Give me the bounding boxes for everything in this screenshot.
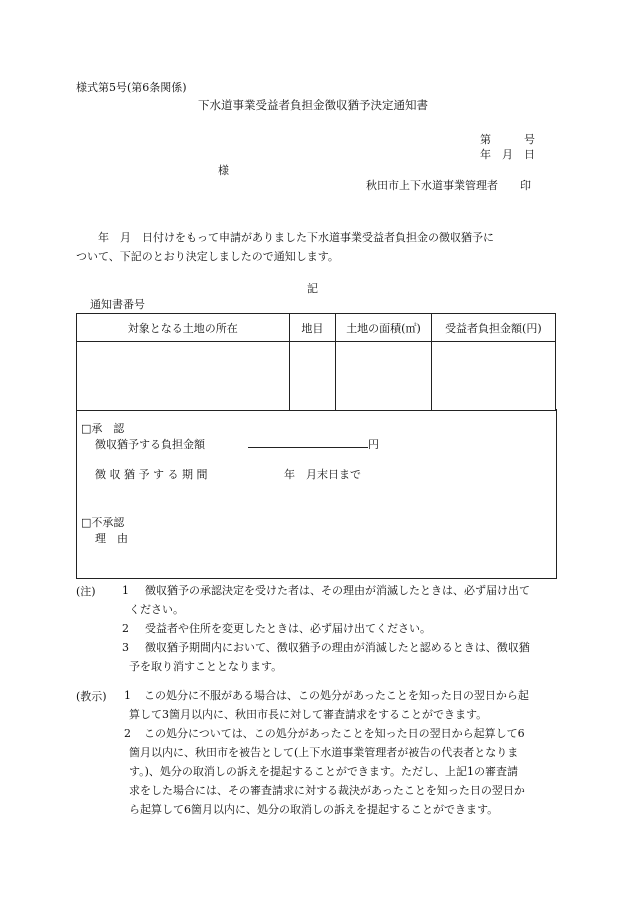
instruction-1-line-2: 算して3箇月以内に、秋田市長に対して審査請求をすることができます。: [129, 708, 488, 721]
ki-heading: 記: [307, 282, 318, 295]
instruction-number: 2: [124, 727, 131, 740]
table-header-row: [77, 314, 556, 342]
note-number: 3: [122, 641, 129, 654]
body-text-line-2: ついて、下記のとおり決定しましたので通知します。: [76, 250, 339, 263]
number-label: 第 号: [480, 133, 535, 146]
instruction-text: [144, 686, 529, 705]
instruction-2-line-1: この処分については、この処分があったことを知った日の翌日から起算して6: [144, 727, 525, 740]
note-item: [122, 638, 129, 657]
note-text-cont: [129, 657, 282, 676]
cell-land-category[interactable]: [289, 342, 336, 411]
note-item: [122, 581, 129, 600]
instruction-text-cont: [129, 705, 487, 724]
cell-charge-amount[interactable]: [431, 342, 555, 411]
note-number: 1: [122, 584, 129, 597]
form-number: 様式第5号(第6条関係): [76, 81, 187, 94]
addressee-suffix: 様: [218, 164, 229, 177]
instruction-2-line-3: す。)、処分の取消しの訴えを提起することができます。ただし、上記1の審査請: [129, 765, 519, 778]
date-label: 年 月 日: [480, 148, 535, 161]
sender: 秋田市上下水道事業管理者 印: [366, 179, 531, 192]
instruction-1-line-1: この処分に不服がある場合は、この処分があったことを知った日の翌日から起: [144, 689, 529, 702]
note-text: [145, 581, 530, 600]
amount-field[interactable]: [248, 436, 379, 452]
amount-unit: 円: [368, 438, 379, 451]
header-charge-amount: 受益者負担金額(円): [431, 314, 555, 342]
land-table: [76, 313, 556, 411]
header-land-category: 地目: [289, 314, 336, 342]
note-1-line-2: ください。: [129, 603, 184, 616]
instruction-item: [124, 724, 131, 743]
document-title: 下水道事業受益者負担金徴収猶予決定通知書: [198, 98, 428, 112]
period-value: 年 月末日まで: [284, 468, 361, 481]
notes-label: (注): [76, 585, 96, 598]
instruction-2-line-5: ら起算して6箇月以内に、処分の取消しの訴えを提起することができます。: [129, 803, 499, 816]
note-text: [145, 638, 530, 657]
note-text-cont: [129, 600, 184, 619]
note-3-line-1: 徴収猶予期間内において、徴収猶予の理由が消滅したと認めるときは、徴収猶: [145, 641, 530, 654]
decision-box: [76, 409, 557, 579]
rejection-checkbox[interactable]: □不承認: [81, 516, 125, 529]
amount-underline: [248, 437, 368, 448]
instruction-number: 1: [124, 689, 131, 702]
body-text: [76, 228, 494, 266]
table-row: [77, 342, 556, 411]
body-text-line-1: 年 月 日付けをもって申請がありました下水道事業受益者負担金の徴収猶予に: [76, 231, 494, 244]
cell-location[interactable]: [77, 342, 290, 411]
instruction-2-line-2: 箇月以内に、秋田市を被告として(上下水道事業管理者が被告の代表者となりま: [129, 746, 519, 759]
instruction-2-line-4: 求をした場合には、その審査請求に対する裁決があったことを知った日の翌日か: [129, 784, 525, 797]
instruction-text-cont: [129, 743, 525, 819]
header-land-area: 土地の面積(㎡): [336, 314, 431, 342]
header-location: 対象となる土地の所在: [77, 314, 290, 342]
note-1-line-1: 徴収猶予の承認決定を受けた者は、その理由が消滅したときは、必ず届け出て: [145, 584, 530, 597]
reason-label: 理 由: [95, 532, 128, 545]
note-item: [122, 619, 129, 638]
approval-checkbox[interactable]: □承 認: [81, 422, 125, 435]
instruction-text: [144, 724, 525, 743]
amount-label: 徴収猶予する負担金額: [95, 438, 205, 451]
note-text: [145, 619, 431, 638]
instructions-label: (教示): [76, 690, 107, 703]
period-label: 徴 収 猶 予 す る 期 間: [95, 468, 208, 481]
note-2-line-1: 受益者や住所を変更したときは、必ず届け出てください。: [145, 622, 431, 635]
instruction-item: [124, 686, 131, 705]
note-number: 2: [122, 622, 129, 635]
cell-land-area[interactable]: [336, 342, 431, 411]
note-3-line-2: 予を取り消すこととなります。: [129, 660, 283, 673]
notice-number-label: 通知書番号: [90, 298, 145, 311]
